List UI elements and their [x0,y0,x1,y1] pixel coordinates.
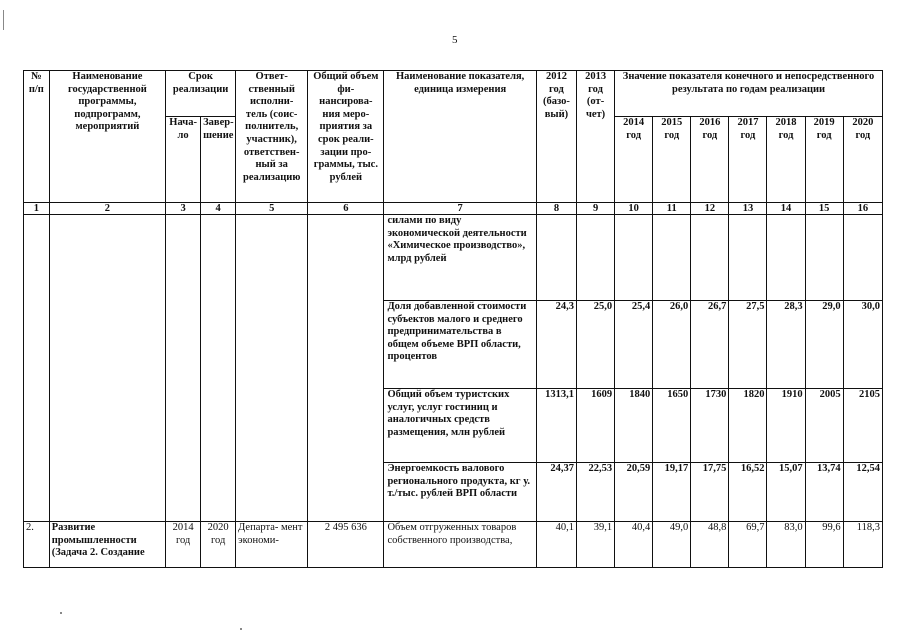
col-number: 14 [767,203,805,215]
value-cell: 1609 [577,389,615,463]
value-cell: 1313,1 [536,389,576,463]
header-start: Нача- ло [166,117,201,203]
scan-mark [3,10,4,30]
value-cell: 1910 [767,389,805,463]
col-number: 4 [201,203,236,215]
col-number: 2 [49,203,165,215]
value-cell: 2105 [843,389,882,463]
col-number: 11 [653,203,691,215]
value-cell: 40,4 [615,522,653,568]
value-cell: 19,17 [653,463,691,522]
indicator-cell: Объем отгруженных товаров собственного производства, [384,522,536,568]
value-cell: 12,54 [843,463,882,522]
value-cell: 2005 [805,389,843,463]
value-cell: 20,59 [615,463,653,522]
start-year: 2014 год [166,522,201,568]
col-number: 16 [843,203,882,215]
empty-cell [24,215,50,522]
end-year: 2020 год [201,522,236,568]
program-table [23,70,883,568]
header-indicator: Наименование показателя, единица измерения [384,71,536,203]
value-cell [729,215,767,301]
row-num: 2. [24,522,50,568]
value-cell: 48,8 [691,522,729,568]
value-cell: 1840 [615,389,653,463]
value-cell: 24,3 [536,301,576,389]
value-cell [843,215,882,301]
col-number: 8 [536,203,576,215]
header-target: Значение показателя конечного и непосредственного результата по годам реализации [615,71,883,117]
header-period: Срок реализации [166,71,236,117]
col-number: 13 [729,203,767,215]
value-cell: 25,0 [577,301,615,389]
scan-mark [60,612,62,614]
value-cell: 49,0 [653,522,691,568]
value-cell: 1820 [729,389,767,463]
col-number: 12 [691,203,729,215]
value-cell: 29,0 [805,301,843,389]
page-number: 5 [452,34,458,46]
empty-cell [201,215,236,522]
value-cell: 17,75 [691,463,729,522]
value-cell [615,215,653,301]
value-cell: 40,1 [536,522,576,568]
value-cell: 28,3 [767,301,805,389]
value-cell: 26,7 [691,301,729,389]
value-cell: 1730 [691,389,729,463]
value-cell: 13,74 [805,463,843,522]
empty-cell [49,215,165,522]
header-end: Завер- шение [201,117,236,203]
value-cell: 15,07 [767,463,805,522]
value-cell [653,215,691,301]
header-2013: 2013 год (от- чет) [577,71,615,203]
col-number: 6 [308,203,384,215]
header-num: № п/п [24,71,50,203]
value-cell: 24,37 [536,463,576,522]
value-cell: 1650 [653,389,691,463]
header-year: 2017 год [729,117,767,203]
header-year: 2019 год [805,117,843,203]
header-funding: Общий объем фи- нансирова- ния меро- приятия за срок реали- зации про- граммы, тыс. рублей [308,71,384,203]
header-year: 2014 год [615,117,653,203]
value-cell: 30,0 [843,301,882,389]
value-cell: 83,0 [767,522,805,568]
empty-cell [308,215,384,522]
indicator-cell: Общий объем туристских услуг, услуг гостиниц и аналогичных средств размещения, млн рублей [384,389,536,463]
col-number: 10 [615,203,653,215]
responsible: Департа- мент экономи- [236,522,308,568]
indicator-cell: Доля добавленной стоимости субъектов малого и среднего предпринимательства в общем объеме ВРП области, процентов [384,301,536,389]
value-cell: 16,52 [729,463,767,522]
header-2012: 2012 год (базо- вый) [536,71,576,203]
table-row [24,215,883,301]
header-year: 2018 год [767,117,805,203]
value-cell [767,215,805,301]
col-number: 9 [577,203,615,215]
value-cell [691,215,729,301]
header-year: 2016 год [691,117,729,203]
col-number: 5 [236,203,308,215]
value-cell: 25,4 [615,301,653,389]
header-year: 2015 год [653,117,691,203]
value-cell: 118,3 [843,522,882,568]
value-cell: 99,6 [805,522,843,568]
header-program: Наименование государственной программы, подпрограмм, мероприятий [49,71,165,203]
value-cell: 39,1 [577,522,615,568]
header-year: 2020 год [843,117,882,203]
value-cell: 27,5 [729,301,767,389]
scan-mark [240,628,242,630]
indicator-cell: Энергоемкость валового регионального продукта, кг у. т./тыс. рублей ВРП области [384,463,536,522]
funding: 2 495 636 [308,522,384,568]
value-cell: 69,7 [729,522,767,568]
col-number: 15 [805,203,843,215]
value-cell: 26,0 [653,301,691,389]
empty-cell [236,215,308,522]
header-responsible: Ответ- ственный исполни- тель (соис- полнитель, участник), ответствен- ный за реализацию [236,71,308,203]
value-cell [536,215,576,301]
col-number: 3 [166,203,201,215]
value-cell [577,215,615,301]
table-row [24,522,883,568]
col-number: 1 [24,203,50,215]
value-cell: 22,53 [577,463,615,522]
empty-cell [166,215,201,522]
col-number: 7 [384,203,536,215]
program-name: Развитие промышленности (Задача 2. Создание [49,522,165,568]
indicator-cell: силами по виду экономической деятельности «Химическое производство», млрд рублей [384,215,536,301]
value-cell [805,215,843,301]
